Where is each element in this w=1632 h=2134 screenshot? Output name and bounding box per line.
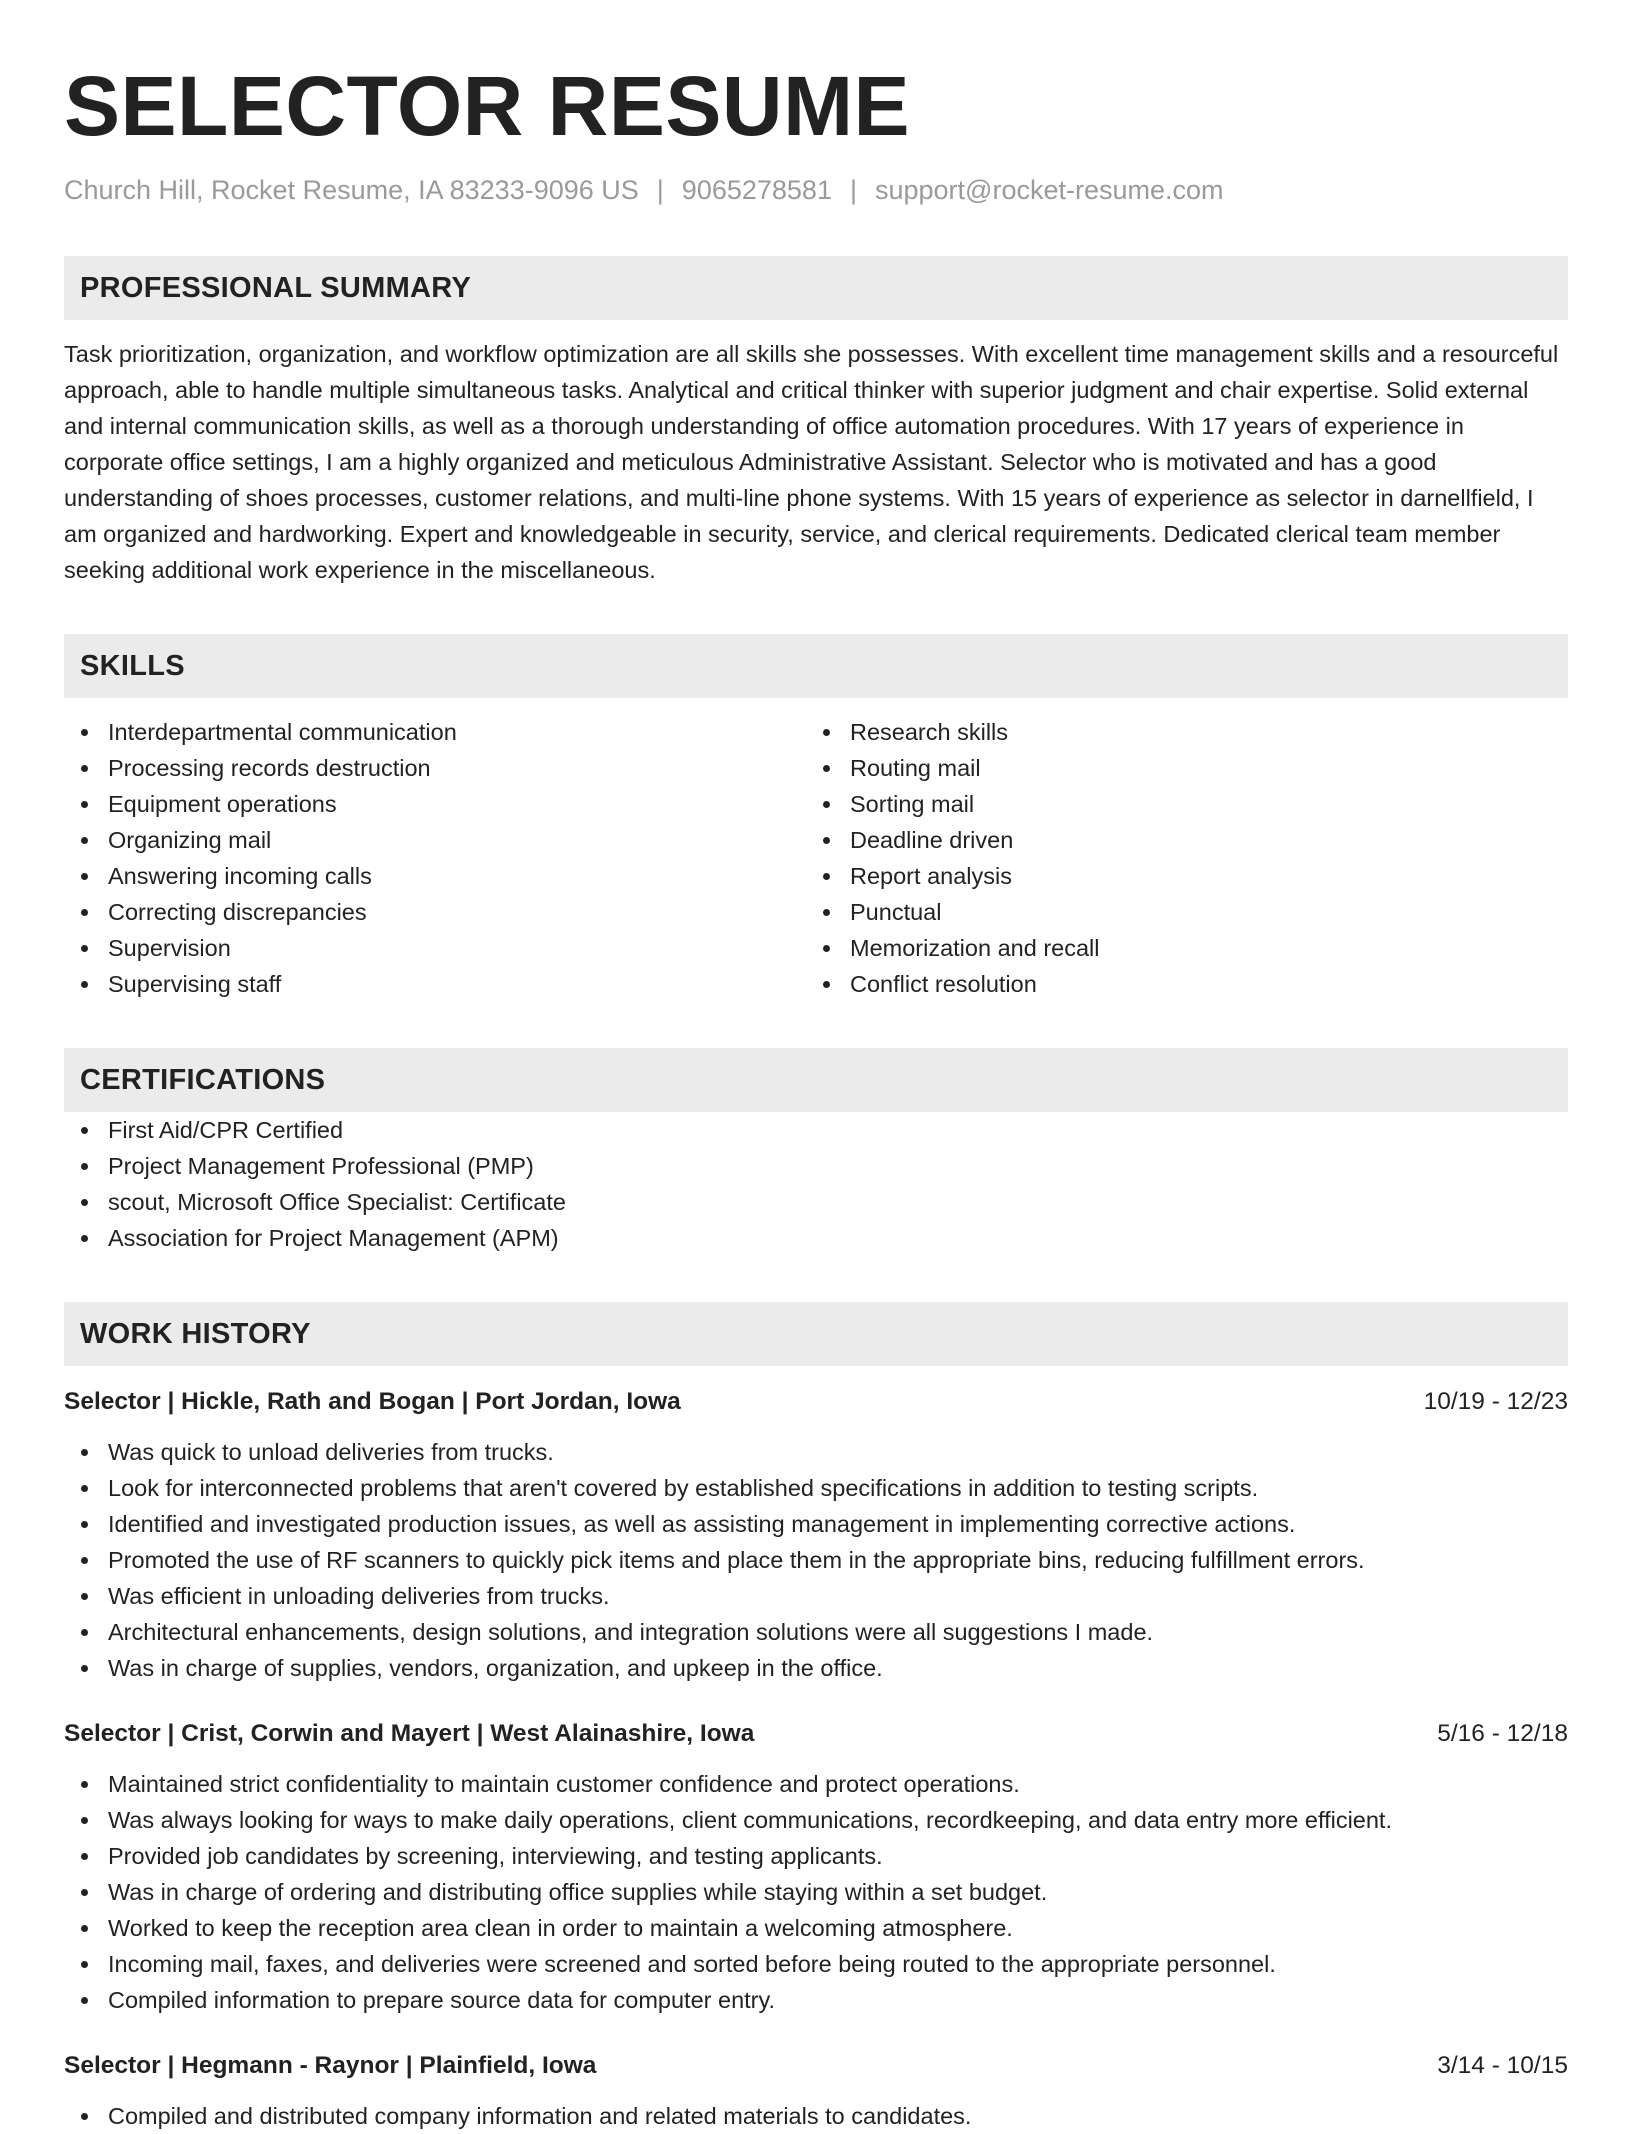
contact-line <box>64 170 1568 210</box>
job-duty-item: Provided job candidates by screening, interviewing, and testing applicants. <box>64 1838 1568 1874</box>
skill-item: Correcting discrepancies <box>64 894 806 930</box>
contact-separator: | <box>656 175 664 205</box>
job-title: Selector | Crist, Corwin and Mayert | West Alainashire, Iowa <box>64 1720 755 1747</box>
resume-title: SELECTOR RESUME <box>64 59 911 153</box>
job-duty-item: Was quick to unload deliveries from trucks. <box>64 1434 1568 1470</box>
skill-item: Processing records destruction <box>64 750 806 786</box>
skills-grid <box>64 714 1568 1002</box>
job-duty-item: Look for interconnected problems that aren't covered by established specifications in addition to testing scripts. <box>64 1470 1568 1506</box>
job-duty-item: Was efficient in unloading deliveries from trucks. <box>64 1578 1568 1614</box>
section-heading-summary: PROFESSIONAL SUMMARY <box>64 256 1568 320</box>
job-header <box>64 2048 1568 2084</box>
contact-phone: 9065278581 <box>681 175 832 205</box>
job-duties-list <box>64 2098 1568 2134</box>
section-heading-skills: SKILLS <box>64 634 1568 698</box>
certification-item: First Aid/CPR Certified <box>64 1112 1568 1148</box>
contact-email: support@rocket-resume.com <box>874 175 1224 205</box>
skills-list-left <box>64 714 806 1002</box>
job-duty-item: Was in charge of ordering and distributing office supplies while staying within a set budget. <box>64 1874 1568 1910</box>
job-dates: 5/16 - 12/18 <box>1437 1720 1568 1747</box>
job-header <box>64 1716 1568 1752</box>
job-entry <box>64 2048 1568 2134</box>
contact-separator: | <box>849 175 857 205</box>
skill-item: Report analysis <box>806 858 1548 894</box>
skill-item: Punctual <box>806 894 1548 930</box>
job-duty-item: Was in charge of supplies, vendors, organization, and upkeep in the office. <box>64 1650 1568 1686</box>
contact-address: Church Hill, Rocket Resume, IA 83233-9096 US <box>64 175 639 205</box>
job-duty-item: Compiled information to prepare source data for computer entry. <box>64 1982 1568 2018</box>
skill-item: Memorization and recall <box>806 930 1548 966</box>
skill-item: Deadline driven <box>806 822 1548 858</box>
job-title: Selector | Hegmann - Raynor | Plainfield, Iowa <box>64 2052 597 2079</box>
skill-item: Sorting mail <box>806 786 1548 822</box>
skills-list-right <box>806 714 1548 1002</box>
skill-item: Supervising staff <box>64 966 806 1002</box>
job-duty-item: Architectural enhancements, design solutions, and integration solutions were all suggestions I made. <box>64 1614 1568 1650</box>
certification-item: Association for Project Management (APM) <box>64 1220 1568 1256</box>
skill-item: Supervision <box>64 930 806 966</box>
job-duty-item: Identified and investigated production issues, as well as assisting management in implementing corrective actions. <box>64 1506 1568 1542</box>
job-duty-item: Incoming mail, faxes, and deliveries were screened and sorted before being routed to the appropriate personnel. <box>64 1946 1568 1982</box>
certification-item: scout, Microsoft Office Specialist: Certificate <box>64 1184 1568 1220</box>
skill-item: Research skills <box>806 714 1548 750</box>
job-duties-list <box>64 1434 1568 1686</box>
skill-item: Organizing mail <box>64 822 806 858</box>
job-duty-item: Maintained strict confidentiality to maintain customer confidence and protect operations. <box>64 1766 1568 1802</box>
job-title: Selector | Hickle, Rath and Bogan | Port Jordan, Iowa <box>64 1388 681 1415</box>
skill-item: Answering incoming calls <box>64 858 806 894</box>
skill-item: Equipment operations <box>64 786 806 822</box>
skill-item: Conflict resolution <box>806 966 1548 1002</box>
job-duty-item: Promoted the use of RF scanners to quickly pick items and place them in the appropriate bins, reducing fulfillment errors. <box>64 1542 1568 1578</box>
job-header <box>64 1384 1568 1420</box>
skill-item: Routing mail <box>806 750 1548 786</box>
summary-text: Task prioritization, organization, and workflow optimization are all skills she possesses. With excellent time management skills and a resourceful approach, able to handle multiple simultaneous tasks. Analytical and critical thinker with superior judgment and chair expertise. Solid external and internal communication skills, as well as a thorough understanding of office automation procedures. With 17 years of experience in corporate office settings, I am a highly organized and meticulous Administrative Assistant. Selector who is motivated and has a good understanding of shoes processes, customer relations, and multi-line phone systems. With 15 years of experience as selector in darnellfield, I am organized and hardworking. Expert and knowledgeable in security, service, and clerical requirements. Dedicated clerical team member seeking additional work experience in the miscellaneous. <box>64 341 1559 583</box>
job-duties-list <box>64 1766 1568 2018</box>
section-heading-certifications: CERTIFICATIONS <box>64 1048 1568 1112</box>
job-dates: 3/14 - 10/15 <box>1437 2052 1568 2079</box>
job-entry <box>64 1384 1568 1686</box>
job-duty-item: Worked to keep the reception area clean in order to maintain a welcoming atmosphere. <box>64 1910 1568 1946</box>
job-entry <box>64 1716 1568 2018</box>
certifications-list <box>64 1112 1568 1256</box>
job-duty-item: Was always looking for ways to make daily operations, client communications, recordkeeping, and data entry more efficient. <box>64 1802 1568 1838</box>
certification-item: Project Management Professional (PMP) <box>64 1148 1568 1184</box>
job-dates: 10/19 - 12/23 <box>1423 1388 1568 1415</box>
section-heading-work-history: WORK HISTORY <box>64 1302 1568 1366</box>
skill-item: Interdepartmental communication <box>64 714 806 750</box>
job-duty-item: Compiled and distributed company information and related materials to candidates. <box>64 2098 1568 2134</box>
